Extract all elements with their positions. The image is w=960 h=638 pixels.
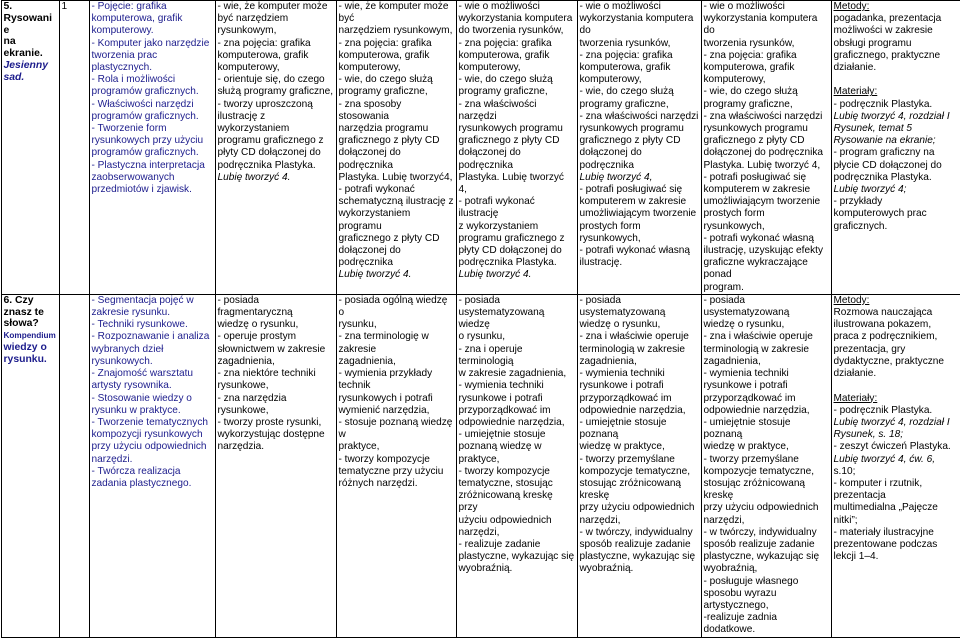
cell-text-line: przy użyciu odpowiednich <box>580 502 699 514</box>
cell-text-line: - zna pojęcia: grafika <box>339 38 454 50</box>
cell-text-line: usystematyzowaną wiedzę <box>459 307 575 331</box>
cell-text-line: komputerowa, grafik <box>704 62 829 74</box>
cell-text-line: rysunkowe, <box>218 380 334 392</box>
cell-text-line: rysunku, <box>339 319 454 331</box>
cell-text-line: - zna właściwości narzędzi <box>704 111 829 123</box>
cell-text-line: - zna sposoby stosowania <box>339 99 454 123</box>
cell-text-line: praca z podręcznikiem, <box>834 331 958 343</box>
cell-text-line: rysunkowe i potrafi <box>704 380 829 392</box>
cell-text-line: graficzne wykraczające ponad <box>704 257 829 281</box>
cell-text-line: - zna pojęcia: grafika <box>218 38 334 50</box>
cell-text-line: - posiada <box>459 295 575 307</box>
level5-requirements-cell <box>701 1 831 295</box>
cell-text-line: wykorzystania komputera do <box>704 13 829 37</box>
cell-text-line: wyobraźnią. <box>580 563 699 575</box>
cell-text-line: programy graficzne, <box>580 99 699 111</box>
cell-text-line: ilustrowana pokazem, <box>834 319 958 331</box>
cell-text-line: płyty CD dołączonej do <box>218 147 334 159</box>
cell-text-line: komputerowy. <box>92 25 213 37</box>
cell-text-line: - tworzy przemyślane <box>580 454 699 466</box>
cell-text-line: kompozycje tematyczne, <box>580 466 699 478</box>
cell-text-line: - potrafi wykonać własną <box>704 233 829 245</box>
cell-text-line: graficznego, praktyczne <box>834 50 958 62</box>
cell-text-line: sposób realizuje zadanie <box>580 539 699 551</box>
level1-requirements-cell <box>215 1 336 295</box>
cell-text-line: nitki”; <box>834 515 958 527</box>
cell-text-line: być narzędziem <box>218 13 334 25</box>
cell-text-line: rysunkowych programu <box>580 123 699 135</box>
cell-text-line: wiedzę o rysunku, <box>580 319 699 331</box>
cell-text-line: podręcznika Plastyka. <box>834 172 958 184</box>
cell-text-line: rysunkowe i potrafi <box>580 380 699 392</box>
cell-text-line: Materiały: <box>834 86 958 98</box>
topic-title-line: znasz te <box>4 307 57 319</box>
cell-text-line: - w twórczy, indywidualny <box>704 527 829 539</box>
cell-text-line: - wie, do czego służą <box>704 86 829 98</box>
cell-text-line: rysunku w praktyce. <box>92 405 213 417</box>
cell-text-line: narzędzi. <box>92 454 213 466</box>
level3-requirements-cell <box>456 1 577 295</box>
cell-text-line: rysunkowych programu <box>704 123 829 135</box>
cell-text-line: Rysunek, s. 18; <box>834 429 958 441</box>
cell-text-line: możliwości w zakresie <box>834 25 958 37</box>
cell-text-line: - przykłady <box>834 196 958 208</box>
cell-text-line: - potrafi posługiwać się <box>704 172 829 184</box>
cell-text-line: zagadnienia, <box>704 356 829 368</box>
cell-text-line: przyporządkować im <box>459 405 575 417</box>
cell-text-line: komputerowy, <box>459 62 575 74</box>
cell-text-line: - Rola i możliwości <box>92 74 213 86</box>
cell-text-line: program. <box>704 282 829 294</box>
cell-text-line: multimedialna „Pajęcze <box>834 502 958 514</box>
cell-text-line: programów graficznych. <box>92 111 213 123</box>
cell-text-line: graficznego z płyty CD <box>704 135 829 147</box>
level2-requirements-cell <box>336 294 456 637</box>
cell-text-line: zagadnienia, <box>339 356 454 368</box>
cell-text-line: komputerowa, grafik <box>580 62 699 74</box>
cell-text-line: - wymienia techniki <box>459 380 575 392</box>
cell-text-line: - umiejętnie stosuje poznaną <box>580 417 699 441</box>
cell-text-line: s.10; <box>834 466 958 478</box>
cell-text-line: Lubię tworzyć 4. <box>218 172 334 184</box>
cell-text-line: narzędzi, <box>459 527 575 539</box>
cell-text-line: - tworzy przemyślane <box>704 454 829 466</box>
cell-text-line: wyobraźnią, <box>704 563 829 575</box>
cell-text-line: - umiejętnie stosuje <box>459 429 575 441</box>
cell-text-line: - wymienia przykłady technik <box>339 368 454 392</box>
cell-text-line: schematyczną ilustrację z <box>339 196 454 208</box>
cell-text-line: programu graficznego z <box>459 233 575 245</box>
cell-text-line: -realizuje zadnia dodatkowe. <box>704 612 829 636</box>
hours-cell <box>59 1 89 295</box>
topic-number-title: 5. <box>4 1 57 13</box>
cell-text-line: wykorzystaniem programu <box>339 208 454 232</box>
cell-text-line: dołączonej do podręcznika <box>580 147 699 171</box>
topic-subtitle-line <box>4 330 57 342</box>
cell-text-line: komputerowy, <box>218 62 334 74</box>
methods-materials-cell <box>831 294 960 637</box>
cell-text-line: - Plastyczna interpretacja <box>92 160 213 172</box>
cell-text-line: wyobraźnią. <box>459 563 575 575</box>
cell-text-line: wiedzę w praktyce, <box>704 441 829 453</box>
cell-text-line: rysunkowych. <box>92 356 213 368</box>
topic-subtitle-line: sad. <box>4 72 57 84</box>
cell-text-line: ilustrację, uzyskując efekty <box>704 245 829 257</box>
cell-text-line: - tworzy kompozycje <box>339 454 454 466</box>
cell-text-line: podręcznika Plastyka. <box>218 160 334 172</box>
cell-text-line: różnych narzędzi. <box>339 478 454 490</box>
cell-text-line: wiedzę o rysunku, <box>218 319 334 331</box>
cell-text-line: Lubię tworzyć 4. <box>339 269 454 281</box>
cell-text-line: - posługuje własnego <box>704 576 829 588</box>
cell-text-line: umożliwiającym tworzenie <box>704 196 829 208</box>
cell-text-line: - posiada ogólną wiedzę o <box>339 295 454 319</box>
cell-text-line: zaobserwowanych <box>92 172 213 184</box>
cell-text-line <box>834 380 958 392</box>
cell-text-line: graficznych. <box>834 221 958 233</box>
cell-text-line: wymienić narzędzia, <box>339 405 454 417</box>
cell-text-line: - tworzy proste rysunki, <box>218 417 334 429</box>
cell-text-line: zakresie rysunku. <box>92 307 213 319</box>
cell-text-line: - zna niektóre techniki <box>218 368 334 380</box>
cell-text-line: Lubię tworzyć 4, rozdział I <box>834 111 958 123</box>
cell-text-line: ilustrację. <box>580 257 699 269</box>
cell-text-line: zagadnienia, <box>218 356 334 368</box>
cell-text-line: - Stosowanie wiedzy o <box>92 393 213 405</box>
cell-text-line: - zna narzędzia rysunkowe, <box>218 393 334 417</box>
cell-text-line: - posiada fragmentaryczną <box>218 295 334 319</box>
level5-requirements-cell <box>701 294 831 637</box>
topic-subtitle-line: wiedzy o <box>4 342 57 354</box>
cell-text-line: komputerowych prac <box>834 208 958 220</box>
table-row <box>1 1 960 295</box>
cell-text-line: tworzenia rysunków, <box>580 38 699 50</box>
cell-text-line: komputerem w zakresie <box>580 196 699 208</box>
cell-text-line: zagadnienia, <box>580 356 699 368</box>
level1-requirements-cell <box>215 294 336 637</box>
cell-text-line: ilustrację z wykorzystaniem <box>218 111 334 135</box>
cell-text-line: umożliwiającym tworzenie <box>580 208 699 220</box>
cell-text-line: poznaną wiedzę w <box>459 441 575 453</box>
cell-text-line: sposób realizuje zadanie <box>704 539 829 551</box>
cell-text-line: kompozycje tematyczne, <box>704 466 829 478</box>
curriculum-table <box>1 0 960 638</box>
cell-text-line: o rysunku, <box>459 331 575 343</box>
cell-text-line: programów graficznych. <box>92 86 213 98</box>
cell-text-line: graficznego z płyty CD <box>339 135 454 147</box>
cell-text-line: - zna pojęcia: grafika <box>580 50 699 62</box>
cell-text-line: Lubię tworzyć 4. <box>459 269 575 281</box>
cell-text-line: do tworzenia rysunków, <box>459 25 575 37</box>
cell-text-line: kompozycji rysunkowych <box>92 429 213 441</box>
cell-text-line: - podręcznik Plastyka. <box>834 405 958 417</box>
cell-text-line: - posiada usystematyzowaną <box>704 295 829 319</box>
cell-text-line: - zna pojęcia: grafika <box>459 38 575 50</box>
cell-text-line: - posiada usystematyzowaną <box>580 295 699 319</box>
cell-text-line: - potrafi posługiwać się <box>580 184 699 196</box>
cell-text-line: odpowiednie narzędzia, <box>459 417 575 429</box>
cell-text-line: - Rozpoznawanie i analiza <box>92 331 213 343</box>
cell-text-line: - wymienia techniki <box>580 368 699 380</box>
level2-requirements-cell <box>336 1 456 295</box>
cell-text-line: graficznego z płyty CD <box>580 135 699 147</box>
cell-text-line: - wie o możliwości <box>704 1 829 13</box>
cell-text-line: obsługi programu <box>834 38 958 50</box>
hours-cell <box>59 294 89 637</box>
cell-text-line: - umiejętnie stosuje poznaną <box>704 417 829 441</box>
content-cell <box>89 294 215 637</box>
cell-text-line: - Twórcza realizacja <box>92 466 213 478</box>
cell-text-line: graficznego z płyty CD <box>459 135 575 147</box>
cell-text-line: Lubię tworzyć 4; <box>834 184 958 196</box>
cell-text-line: narzędzia programu <box>339 123 454 135</box>
cell-text-line: sposobu wyrazu <box>704 588 829 600</box>
cell-text-line: dołączonej do podręcznika <box>339 245 454 269</box>
cell-text-line: artysty rysownika. <box>92 380 213 392</box>
cell-text-line: stosując zróżnicowaną kreskę <box>580 478 699 502</box>
cell-text-line: narzędzia. <box>218 441 334 453</box>
cell-text-line: - zna i właściwie operuje <box>580 331 699 343</box>
cell-text-line: - podręcznik Plastyka. <box>834 99 958 111</box>
cell-text-line: - program graficzny na <box>834 147 958 159</box>
cell-text-line: - orientuje się, do czego <box>218 74 334 86</box>
cell-text-line: - wie, że komputer może <box>218 1 334 13</box>
cell-text-line: narzędziem rysunkowym, <box>339 25 454 37</box>
cell-text-line: - Znajomość warsztatu <box>92 368 213 380</box>
cell-text-line: Materiały: <box>834 393 958 405</box>
cell-text-line: Plastyka. Lubię tworzyć 4, <box>459 172 575 196</box>
cell-text-line: Plastyka. Lubię tworzyć 4, <box>704 160 829 172</box>
cell-text-line: terminologią w zakresie <box>704 344 829 356</box>
cell-text-line: prezentacja, gry <box>834 344 958 356</box>
table-row <box>1 294 960 637</box>
cell-text-line: wykorzystania komputera <box>459 13 575 25</box>
cell-text-line: - Pojęcie: grafika <box>92 1 213 13</box>
content-cell <box>89 1 215 295</box>
cell-text-line: - zna właściwości narzędzi <box>580 111 699 123</box>
cell-text-line: plastycznych. <box>92 62 213 74</box>
cell-text-line: tematyczne przy użyciu <box>339 466 454 478</box>
cell-text-line: z wykorzystaniem <box>459 221 575 233</box>
cell-text-line: lekcji 1–4. <box>834 551 958 563</box>
cell-text-line <box>834 74 958 86</box>
cell-text-line: Lubię tworzyć 4, rozdział I <box>834 417 958 429</box>
cell-text-line: - potrafi wykonać ilustrację <box>459 196 575 220</box>
cell-text-line: przyporządkować im <box>704 393 829 405</box>
topic-number-title: 6. Czy <box>4 295 57 307</box>
topic-subtitle-line: rysunku. <box>4 354 57 366</box>
cell-text-line: wiedzę o rysunku, <box>704 319 829 331</box>
cell-text-line: stosując zróżnicowaną kreskę <box>704 478 829 502</box>
cell-text-line: - Segmentacja pojęć w <box>92 295 213 307</box>
level3-requirements-cell <box>456 294 577 637</box>
cell-text-line: podręcznika Plastyka. <box>459 257 575 269</box>
cell-text-line: - Właściwości narzędzi <box>92 99 213 111</box>
cell-text-line: - wie, do czego służą <box>339 74 454 86</box>
topic-title-line: słowa? <box>4 318 57 330</box>
cell-text-line: rysunkowych programu <box>459 123 575 135</box>
cell-text-line: programy graficzne, <box>459 86 575 98</box>
cell-text-line: prostych form rysunkowych, <box>580 221 699 245</box>
cell-text-line: tworzenia prac <box>92 50 213 62</box>
topic-subtitle-line: Jesienny <box>4 60 57 72</box>
cell-text-line: - zna terminologię w zakresie <box>339 331 454 355</box>
cell-text-line: pogadanka, prezentacja <box>834 13 958 25</box>
cell-text-line: dołączonej do podręcznika <box>339 147 454 171</box>
level4-requirements-cell <box>577 1 701 295</box>
cell-text-line: przy użyciu odpowiednich <box>92 441 213 453</box>
cell-text-line: terminologią w zakresie <box>580 344 699 356</box>
cell-text-line: programy graficzne, <box>339 86 454 98</box>
cell-text-line: artystycznego, <box>704 600 829 612</box>
topic-title-line: na ekranie. <box>4 36 57 60</box>
cell-text-line: komputerowa, grafik <box>218 50 334 62</box>
cell-text-line: komputerowa, grafik <box>92 13 213 25</box>
cell-text-line: - wie, do czego służą <box>459 74 575 86</box>
cell-text-line: przedmiotów i zjawisk. <box>92 184 213 196</box>
cell-text-line: rysunkowym, <box>218 25 334 37</box>
cell-text-line: dydaktyczne, praktyczne <box>834 356 958 368</box>
topic-title-line: Rysowanie <box>4 13 57 37</box>
cell-text-line: programy graficzne, <box>704 99 829 111</box>
cell-text-line: - potrafi wykonać własną <box>580 245 699 257</box>
cell-text-line: w zakresie zagadnienia, <box>459 368 575 380</box>
cell-text-line: - tworzy kompozycje <box>459 466 575 478</box>
cell-text-line: graficznego z płyty CD <box>339 233 454 245</box>
cell-text-line: użyciu odpowiednich <box>459 515 575 527</box>
cell-text-line: prezentowane podczas <box>834 539 958 551</box>
cell-text-line: - wie, że komputer może być <box>339 1 454 25</box>
topic-subtitle-small: Kompendium <box>4 331 56 340</box>
cell-text-line: - komputer i rzutnik, <box>834 478 958 490</box>
cell-text-line: - realizuje zadanie <box>459 539 575 551</box>
cell-text-line: - stosuje poznaną wiedzę w <box>339 417 454 441</box>
cell-text-line: komputerowy, <box>580 74 699 86</box>
cell-text-line: działanie. <box>834 368 958 380</box>
cell-text-line: programów graficznych. <box>92 147 213 159</box>
methods-materials-cell <box>831 1 960 295</box>
cell-text-line: odpowiednie narzędzia, <box>704 405 829 417</box>
cell-text-line: - wymienia techniki <box>704 368 829 380</box>
cell-text-line: wykorzystując dostępne <box>218 429 334 441</box>
topic-cell <box>1 1 59 295</box>
cell-text-line: przyporządkować im <box>580 393 699 405</box>
cell-text-line: - wie o możliwości <box>459 1 575 13</box>
hours-value: 1 <box>62 1 68 12</box>
cell-text-line: - zna właściwości narzędzi <box>459 99 575 123</box>
cell-text-line: - w twórczy, indywidualny <box>580 527 699 539</box>
cell-text-line: wiedzę w praktyce, <box>580 441 699 453</box>
cell-text-line: - Komputer jako narzędzie <box>92 38 213 50</box>
cell-text-line: prostych form rysunkowych, <box>704 208 829 232</box>
cell-text-line: słownictwem w zakresie <box>218 344 334 356</box>
cell-text-line: rysunkowe i potrafi <box>459 393 575 405</box>
cell-text-line: Plastyka. Lubię tworzyć4, <box>339 172 454 184</box>
cell-text-line: rysunkowych przy użyciu <box>92 135 213 147</box>
cell-text-line: Rysowanie na ekranie; <box>834 135 958 147</box>
cell-text-line: plastyczne, wykazując się <box>580 551 699 563</box>
cell-text-line: - Tworzenie tematycznych <box>92 417 213 429</box>
cell-text-line: - wie, do czego służą <box>580 86 699 98</box>
cell-text-line: Rysunek, temat 5 <box>834 123 958 135</box>
cell-text-line: - zna pojęcia: grafika <box>704 50 829 62</box>
cell-text-line: tworzenia rysunków, <box>704 38 829 50</box>
cell-text-line: Rozmowa nauczająca <box>834 307 958 319</box>
cell-text-line: - Techniki rysunkowe. <box>92 319 213 331</box>
cell-text-line: płyty CD dołączonej do <box>459 245 575 257</box>
cell-text-line: plastyczne, wykazując się <box>459 551 575 563</box>
cell-text-line: wybranych dzieł <box>92 344 213 356</box>
cell-text-line: wykorzystania komputera do <box>580 13 699 37</box>
cell-text-line: odpowiednie narzędzia, <box>580 405 699 417</box>
cell-text-line: praktyce, <box>459 454 575 466</box>
cell-text-line: narzędzi, <box>704 515 829 527</box>
cell-text-line: dołączonej do podręcznika <box>704 147 829 159</box>
cell-text-line: - potrafi wykonać <box>339 184 454 196</box>
cell-text-line: - zna i operuje terminologią <box>459 344 575 368</box>
cell-text-line: komputerowy, <box>704 74 829 86</box>
cell-text-line: - Tworzenie form <box>92 123 213 135</box>
cell-text-line: komputerowy, <box>339 62 454 74</box>
cell-text-line: plastyczne, wykazując się <box>704 551 829 563</box>
cell-text-line: tematyczne, stosując <box>459 478 575 490</box>
cell-text-line: Metody: <box>834 1 958 13</box>
cell-text-line: praktyce, <box>339 441 454 453</box>
cell-text-line: - tworzy uproszczoną <box>218 99 334 111</box>
cell-text-line: przy użyciu odpowiednich <box>704 502 829 514</box>
cell-text-line: Lubię tworzyć 4, <box>580 172 699 184</box>
cell-text-line: - operuje prostym <box>218 331 334 343</box>
cell-text-line: - wie o możliwości <box>580 1 699 13</box>
cell-text-line: dołączonej do podręcznika <box>459 147 575 171</box>
cell-text-line: narzędzi, <box>580 515 699 527</box>
cell-text-line: rysunkowych i potrafi <box>339 393 454 405</box>
cell-text-line: komputerowa, grafik <box>339 50 454 62</box>
level4-requirements-cell <box>577 294 701 637</box>
cell-text-line: - zna i właściwie operuje <box>704 331 829 343</box>
cell-text-line: komputerem w zakresie <box>704 184 829 196</box>
cell-text-line: płycie CD dołączonej do <box>834 160 958 172</box>
cell-text-line: komputerowa, grafik <box>459 50 575 62</box>
cell-text-line: zróżnicowaną kreskę przy <box>459 490 575 514</box>
cell-text-line: programu graficznego z <box>218 135 334 147</box>
cell-text-line: Metody: <box>834 295 958 307</box>
cell-text-line: Lubię tworzyć 4, ćw. 6, <box>834 454 958 466</box>
cell-text-line: działanie. <box>834 62 958 74</box>
topic-cell <box>1 294 59 637</box>
cell-text-line: służą programy graficzne, <box>218 86 334 98</box>
cell-text-line: - materiały ilustracyjne <box>834 527 958 539</box>
cell-text-line: zadania plastycznego. <box>92 478 213 490</box>
cell-text-line: prezentacja <box>834 490 958 502</box>
cell-text-line: - zeszyt ćwiczeń Plastyka. <box>834 441 958 453</box>
